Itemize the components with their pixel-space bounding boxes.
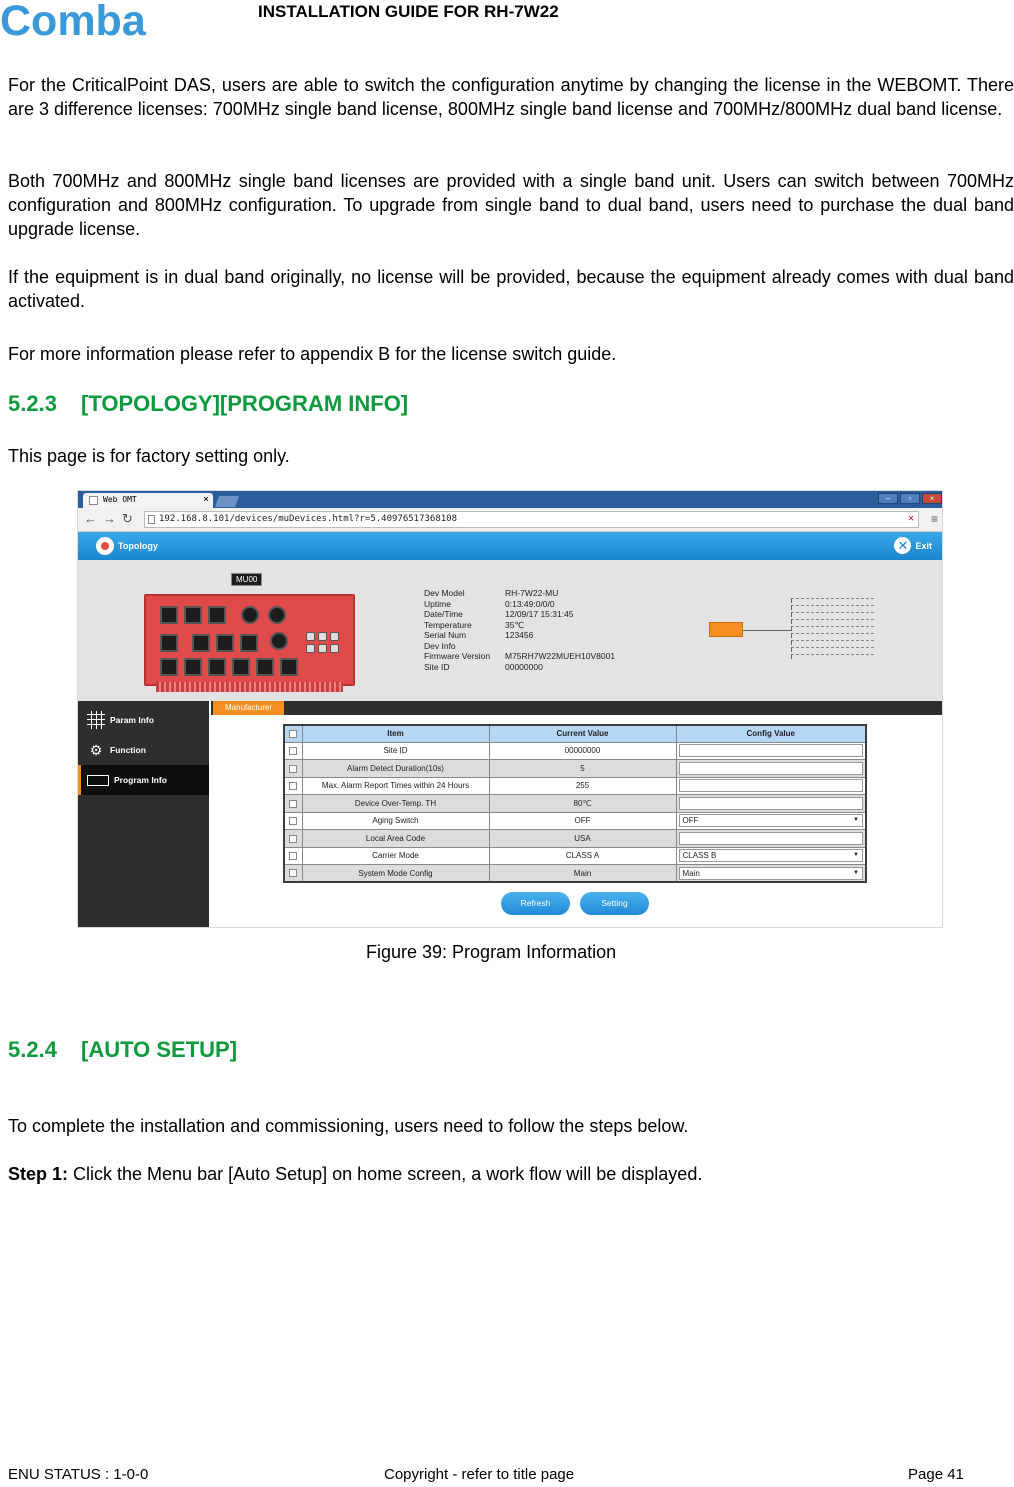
port-icon bbox=[268, 606, 286, 624]
maximize-icon[interactable]: ▫ bbox=[900, 493, 920, 504]
table-row bbox=[284, 812, 866, 830]
port-icon bbox=[240, 634, 258, 652]
table-row bbox=[284, 830, 866, 848]
topology-button[interactable] bbox=[96, 537, 158, 555]
tree-node[interactable] bbox=[791, 640, 874, 645]
url-text: 192.168.8.101/devices/muDevices.html?r=5.40976517368108 bbox=[159, 514, 458, 524]
config-value-cell bbox=[676, 760, 866, 778]
device-info-value: RH-7W22-MU bbox=[505, 588, 559, 598]
paragraph-factory: This page is for factory setting only. bbox=[8, 446, 290, 466]
row-select-cell[interactable] bbox=[284, 777, 302, 795]
table-row bbox=[284, 760, 866, 778]
page-icon bbox=[148, 515, 155, 524]
port-icon bbox=[160, 606, 178, 624]
checkbox[interactable] bbox=[289, 817, 297, 825]
tree-node[interactable] bbox=[791, 626, 874, 631]
device-info-key: Date/Time bbox=[424, 609, 463, 619]
forward-arrow-icon[interactable]: → bbox=[103, 511, 116, 526]
item-cell: Site ID bbox=[302, 742, 489, 760]
led-icon bbox=[318, 632, 327, 641]
paragraph-more-info: For more information please refer to appendix B for the license switch guide. bbox=[8, 344, 617, 364]
port-icon bbox=[160, 658, 178, 676]
row-select-cell[interactable] bbox=[284, 830, 302, 848]
device-label[interactable]: MU00 bbox=[231, 573, 262, 586]
config-value-cell bbox=[676, 865, 866, 883]
tree-node[interactable] bbox=[791, 647, 874, 652]
tree-node[interactable] bbox=[791, 612, 874, 617]
tree-node[interactable] bbox=[791, 619, 874, 624]
paragraph-dual-band: If the equipment is in dual band originally, no license will be provided, because the equipment already comes with dual band activated. bbox=[8, 267, 1014, 311]
table-header-row bbox=[284, 725, 866, 742]
refresh-button[interactable]: Refresh bbox=[501, 892, 570, 915]
column-header-config: Config Value bbox=[676, 725, 866, 742]
checkbox[interactable] bbox=[289, 800, 297, 808]
paragraph-step-1 bbox=[8, 1162, 1014, 1186]
device-overview bbox=[78, 560, 943, 701]
sidebar-item-label: Program Info bbox=[114, 775, 167, 785]
column-header-item: Item bbox=[302, 725, 489, 742]
app-header bbox=[78, 532, 943, 560]
tree-node[interactable] bbox=[791, 633, 874, 638]
paragraph-complete-install: To complete the installation and commissioning, users need to follow the steps below. bbox=[8, 1116, 689, 1136]
device-info-row bbox=[424, 641, 615, 652]
config-input[interactable] bbox=[679, 762, 864, 775]
tree-node[interactable] bbox=[791, 598, 874, 603]
program-info-screenshot bbox=[77, 490, 943, 928]
chevron-down-icon: ▼ bbox=[853, 852, 859, 859]
port-icon bbox=[184, 658, 202, 676]
current-value-cell: USA bbox=[489, 830, 676, 848]
comba-logo bbox=[0, 0, 186, 44]
back-arrow-icon[interactable]: ← bbox=[84, 511, 97, 526]
new-tab-button[interactable] bbox=[215, 496, 239, 507]
close-icon[interactable]: × bbox=[202, 494, 209, 505]
device-info-value: 00000000 bbox=[505, 661, 543, 672]
config-value-cell bbox=[676, 777, 866, 795]
device-info-row bbox=[424, 630, 615, 641]
config-select[interactable] bbox=[679, 849, 864, 862]
table-row bbox=[284, 865, 866, 883]
table-row bbox=[284, 777, 866, 795]
browser-tab-bar bbox=[78, 491, 943, 508]
checkbox[interactable] bbox=[289, 852, 297, 860]
item-cell: Alarm Detect Duration(10s) bbox=[302, 760, 489, 778]
item-cell: Device Over-Temp. TH bbox=[302, 795, 489, 813]
config-value-cell bbox=[676, 795, 866, 813]
config-value-cell bbox=[676, 830, 866, 848]
selected-node[interactable] bbox=[709, 622, 743, 637]
port-icon bbox=[270, 632, 288, 650]
row-select-cell[interactable] bbox=[284, 812, 302, 830]
device-info-value: 12/09/17 15:31:45 bbox=[505, 609, 574, 619]
reload-icon[interactable]: ↻ bbox=[122, 511, 133, 526]
config-value: CLASS B bbox=[682, 851, 717, 861]
device-info-row bbox=[424, 588, 615, 599]
tree-node[interactable] bbox=[791, 654, 874, 659]
device-info-value: 123456 bbox=[505, 630, 534, 640]
config-value: OFF bbox=[682, 816, 699, 826]
page-icon bbox=[89, 496, 98, 505]
section-number: 5.2.3 bbox=[8, 391, 57, 416]
device-info-row bbox=[424, 651, 615, 662]
minimize-icon[interactable]: – bbox=[878, 493, 898, 504]
port-icon bbox=[184, 606, 202, 624]
current-value-cell: OFF bbox=[489, 812, 676, 830]
port-icon bbox=[160, 634, 178, 652]
tree-node[interactable] bbox=[791, 605, 874, 610]
section-title: [TOPOLOGY][PROGRAM INFO] bbox=[81, 391, 409, 416]
checkbox[interactable] bbox=[289, 782, 297, 790]
sidebar-item-label: Function bbox=[110, 745, 146, 755]
led-icon bbox=[330, 632, 339, 641]
config-input[interactable] bbox=[679, 779, 864, 792]
row-select-cell[interactable] bbox=[284, 847, 302, 865]
section-title: [AUTO SETUP] bbox=[81, 1037, 238, 1062]
table-row bbox=[284, 795, 866, 813]
port-icon bbox=[192, 634, 210, 652]
sidebar-item-param-info[interactable] bbox=[78, 705, 209, 735]
exit-icon: ✕ bbox=[894, 537, 911, 554]
row-select-cell[interactable] bbox=[284, 795, 302, 813]
select-all-cell[interactable] bbox=[284, 725, 302, 742]
footer-status: ENU STATUS : 1-0-0 bbox=[8, 1466, 149, 1483]
content-tab-bar bbox=[211, 701, 942, 715]
device-info-row bbox=[424, 662, 615, 673]
url-input[interactable] bbox=[144, 511, 919, 528]
section-heading-auto-setup bbox=[8, 1037, 237, 1063]
exit-button[interactable] bbox=[894, 537, 932, 554]
device-info-key: Dev Model bbox=[424, 588, 465, 598]
row-select-cell[interactable] bbox=[284, 760, 302, 778]
exit-label: Exit bbox=[915, 540, 932, 551]
device-info-key: Temperature bbox=[424, 619, 472, 630]
device-info-value: 0:13:49:0/0/0 bbox=[505, 598, 555, 609]
device-image bbox=[144, 594, 355, 686]
device-info-row bbox=[424, 620, 615, 631]
gear-icon: ⚙ bbox=[89, 742, 103, 758]
device-info-row bbox=[424, 599, 615, 610]
footer-copyright: Copyright - refer to title page bbox=[384, 1466, 575, 1483]
config-input[interactable] bbox=[679, 832, 864, 845]
device-info-key: Serial Num bbox=[424, 630, 467, 640]
port-icon bbox=[216, 634, 234, 652]
chevron-down-icon: ▼ bbox=[853, 817, 859, 824]
paragraph-licenses: For the CriticalPoint DAS, users are able to switch the configuration anytime by changing the license in the WEBOMT. There are 3 difference licenses: 700MHz single band license, 800MHz single band license and 700MHz/800MHz dual band license. bbox=[8, 75, 1014, 119]
config-input[interactable] bbox=[679, 744, 864, 757]
step-label: Step 1: bbox=[8, 1164, 69, 1184]
current-value-cell: 5 bbox=[489, 760, 676, 778]
led-icon bbox=[318, 644, 327, 653]
sidebar-item-function[interactable] bbox=[78, 735, 209, 765]
tab-manufacturer[interactable]: Manufacturer bbox=[213, 701, 284, 715]
item-cell: System Mode Config bbox=[302, 865, 489, 883]
section-number: 5.2.4 bbox=[8, 1037, 57, 1062]
menu-icon[interactable]: ≡ bbox=[930, 512, 938, 526]
port-icon bbox=[232, 658, 250, 676]
address-bar bbox=[78, 508, 943, 532]
current-value-cell: Main bbox=[489, 865, 676, 883]
program-info-table bbox=[283, 724, 867, 883]
config-select[interactable] bbox=[679, 867, 864, 880]
device-info-key: Uptime bbox=[424, 598, 451, 609]
port-icon bbox=[256, 658, 274, 676]
checkbox[interactable] bbox=[289, 835, 297, 843]
current-value-cell: 255 bbox=[489, 777, 676, 795]
checkbox[interactable] bbox=[289, 747, 297, 755]
config-input[interactable] bbox=[679, 797, 864, 810]
current-value-cell: CLASS A bbox=[489, 847, 676, 865]
port-icon bbox=[208, 606, 226, 624]
blocked-popup-icon[interactable]: ✕ bbox=[907, 513, 914, 524]
window-close-icon[interactable]: × bbox=[922, 493, 942, 504]
topology-label: Topology bbox=[118, 541, 158, 551]
column-header-current: Current Value bbox=[489, 725, 676, 742]
config-value: Main bbox=[682, 868, 700, 878]
port-icon bbox=[280, 658, 298, 676]
sidebar-item-label: Param Info bbox=[110, 715, 154, 725]
paragraph-single-band: Both 700MHz and 800MHz single band licenses are provided with a single band unit. Users can switch between 700MHz configuration and 800MHz configuration. To upgrade from single band to dual band, users need to purchase the dual band upgrade license. bbox=[8, 171, 1014, 239]
checkbox[interactable] bbox=[289, 869, 297, 877]
topology-link bbox=[743, 630, 791, 631]
topology-tree bbox=[791, 598, 874, 660]
setting-button[interactable]: Setting bbox=[580, 892, 649, 915]
item-cell: Max. Alarm Report Times within 24 Hours bbox=[302, 777, 489, 795]
config-value-cell bbox=[676, 847, 866, 865]
device-info-row bbox=[424, 609, 615, 620]
current-value-cell: 80℃ bbox=[489, 795, 676, 813]
item-cell: Carrier Mode bbox=[302, 847, 489, 865]
device-info-value: 35℃ bbox=[505, 619, 525, 630]
row-select-cell[interactable] bbox=[284, 865, 302, 883]
device-info-key: Dev Info bbox=[424, 640, 456, 651]
section-heading-program-info bbox=[8, 391, 408, 417]
grid-icon bbox=[87, 711, 105, 729]
item-cell: Aging Switch bbox=[302, 812, 489, 830]
device-info-value: M75RH7W22MUEH10V8001 bbox=[505, 651, 616, 661]
device-info-key: Firmware Version bbox=[424, 651, 491, 661]
config-select[interactable] bbox=[679, 814, 864, 827]
tab-title: Web OMT bbox=[103, 495, 137, 504]
port-icon bbox=[208, 658, 226, 676]
config-value-cell bbox=[676, 742, 866, 760]
config-value-cell bbox=[676, 812, 866, 830]
heat-sink bbox=[156, 682, 343, 692]
window-controls bbox=[878, 493, 942, 504]
led-icon bbox=[306, 644, 315, 653]
row-select-cell[interactable] bbox=[284, 742, 302, 760]
device-info-key: Site ID bbox=[424, 661, 450, 672]
step-text: Click the Menu bar [Auto Setup] on home screen, a work flow will be displayed. bbox=[68, 1164, 703, 1184]
current-value-cell: 00000000 bbox=[489, 742, 676, 760]
port-icon bbox=[241, 606, 259, 624]
figure-caption: Figure 39: Program Information bbox=[366, 942, 617, 962]
topology-icon bbox=[96, 537, 114, 555]
item-cell: Local Area Code bbox=[302, 830, 489, 848]
led-icon bbox=[330, 644, 339, 653]
checkbox[interactable] bbox=[289, 765, 297, 773]
browser-tab[interactable] bbox=[83, 493, 213, 508]
footer-page-number: Page 41 bbox=[908, 1466, 964, 1483]
table-row bbox=[284, 847, 866, 865]
sidebar-item-program-info[interactable] bbox=[78, 765, 209, 795]
table-row bbox=[284, 742, 866, 760]
chevron-down-icon: ▼ bbox=[853, 869, 859, 876]
device-info-list bbox=[424, 588, 615, 672]
checkbox[interactable] bbox=[289, 730, 297, 738]
logo-text: Comba bbox=[0, 0, 146, 44]
document-title: INSTALLATION GUIDE FOR RH-7W22 bbox=[258, 2, 559, 21]
led-icon bbox=[306, 632, 315, 641]
sidebar bbox=[78, 701, 209, 928]
program-icon bbox=[87, 775, 109, 786]
